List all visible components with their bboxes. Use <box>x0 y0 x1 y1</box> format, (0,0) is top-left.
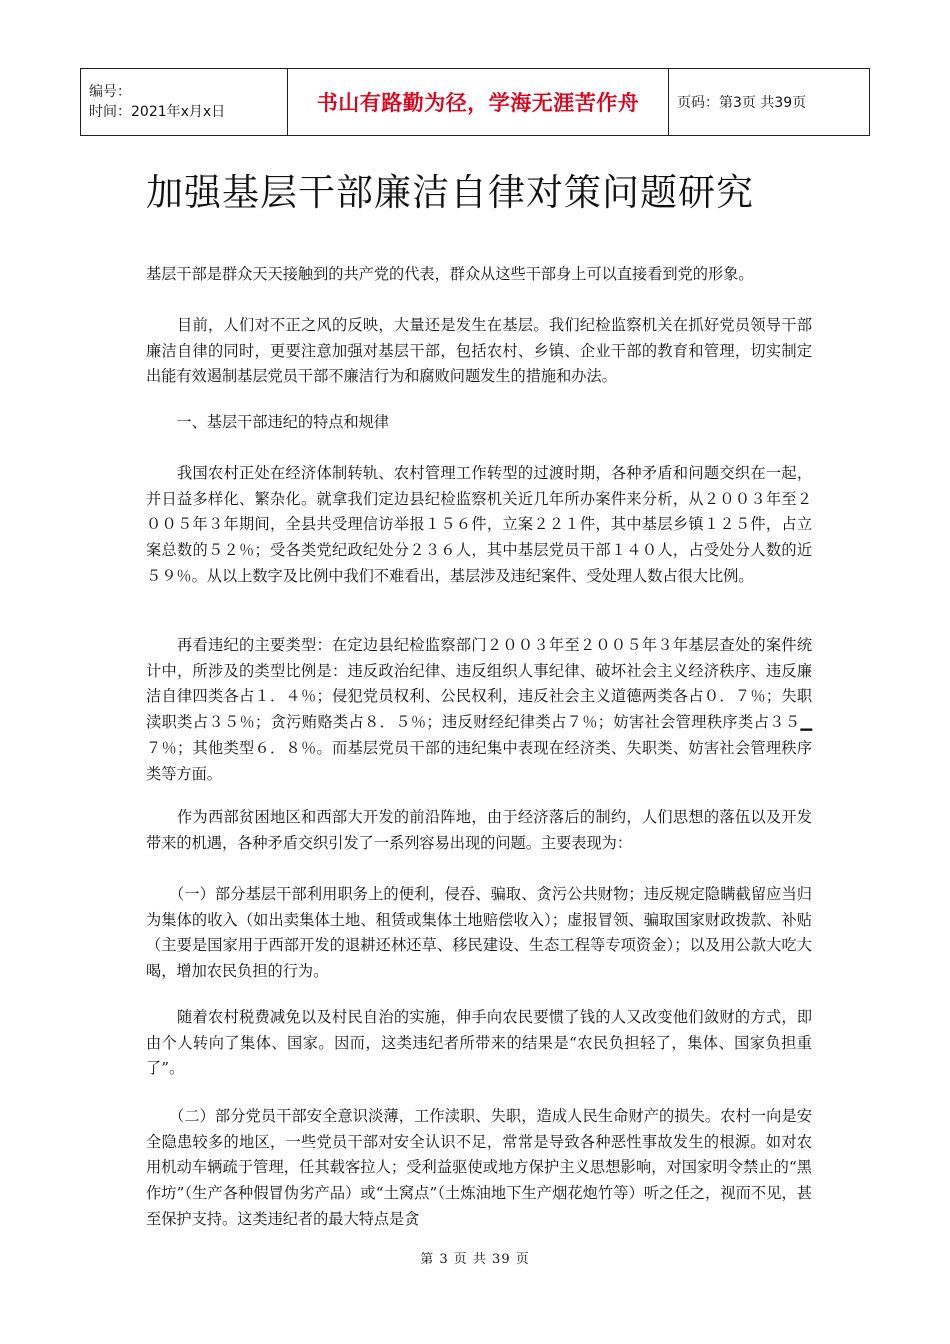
paragraph-item-2: （二）部分党员干部安全意识淡薄，工作渎职、失职，造成人民生命财产的损失。农村一向是安全隐患较多的地区，一些党员干部对安全认识不足，常常是导致各种恶性事故发生的根源。如对农用机动车辆疏于管理，任其载客拉人；受利益驱使或地方保护主义思想影响，对国家明令禁止的“黑作坊”（生产各种假冒伪劣产品）或“土窝点”（土炼油地下生产烟花炮竹等）听之任之，视而不见，甚至保护支持。这类违纪者的最大特点是贪 <box>146 1107 812 1228</box>
paragraph-western-region: 作为西部贫困地区和西部大开发的前沿阵地，由于经济落后的制约，人们思想的落伍以及开发带来的机遇，各种矛盾交织引发了一系列容易出现的问题。主要表现为： <box>146 808 812 852</box>
paragraph-violation-types: 再看违纪的主要类型：在定边县纪检监察部门２００３年至２００５年３年基层查处的案件统计中，所涉及的类型比例是：违反政治纪律、违反组织人事纪律、破坏社会主义经济秩序、违反廉洁自律四类各占１．４％；侵犯党员权利、公民权利，违反社会主义道德两类各占０．７％；失职渎职类占３５％；贪污贿赂类占８．５％；违反财经纪律类占７％；妨害社会管理秩序类占３５▁７％；其他类型６．８％。而基层党员干部的违纪集中表现在经济类、失职类、妨害社会管理秩序类等方面。 <box>146 636 812 783</box>
header-page-info: 页码：第3页 共39页 <box>669 69 870 136</box>
doc-date-label: 时间：2021年x月x日 <box>89 104 226 120</box>
paragraph-statistics: 我国农村正处在经济体制转轨、农村管理工作转型的过渡时期，各种矛盾和问题交织在一起，并日益多样化、繁杂化。就拿我们定边县纪检监察机关近几年所办案件来分析，从２００３年至２００５年３年期间，全县共受理信访举报１５６件，立案２２１件，其中基层乡镇１２５件，占立案总数的５２％；受各类党纪政纪处分２３６人，其中基层党员干部１４０人，占受处分人数的近５９％。从以上数字及比例中我们不难看出，基层涉及违纪案件、受处理人数占很大比例。 <box>146 464 812 585</box>
paragraph-tax-reform: 随着农村税费减免以及村民自治的实施，伸手向农民要惯了钱的人又改变他们敛财的方式，即由个人转向了集体、国家。因而，这类违纪者所带来的结果是“农民负担轻了，集体、国家负担重了”。 <box>146 1008 812 1078</box>
header-motto: 书山有路勤为径，学海无涯苦作舟 <box>288 69 669 136</box>
page-header <box>80 68 870 136</box>
paragraph-current-situation: 目前，人们对不正之风的反映，大量还是发生在基层。我们纪检监察机关在抓好党员领导干部廉洁自律的同时，更要注意加强对基层干部，包括农村、乡镇、企业干部的教育和管理，切实制定出能有效遏制基层党员干部不廉洁行为和腐败问题发生的措施和办法。 <box>146 316 812 386</box>
page-footer: 第 3 页 共 39 页 <box>420 1252 530 1267</box>
doc-code-label: 编号： <box>89 84 131 100</box>
document-title: 加强基层干部廉洁自律对策问题研究 <box>146 171 754 214</box>
section-heading-1: 一、基层干部违纪的特点和规律 <box>146 413 389 431</box>
paragraph-intro: 基层干部是群众天天接触到的共产党的代表，群众从这些干部身上可以直接看到党的形象。 <box>146 265 754 283</box>
paragraph-item-1: （一）部分基层干部利用职务上的便利，侵吞、骗取、贪污公共财物；违反规定隐瞒截留应当归为集体的收入（如出卖集体土地、租赁或集体土地赔偿收入）；虚报冒领、骗取国家财政拨款、补贴（主要是国家用于西部开发的退耕还林还草、移民建设、生态工程等专项资金）；以及用公款大吃大喝，增加农民负担的行为。 <box>146 885 812 981</box>
header-meta-cell <box>81 69 288 136</box>
